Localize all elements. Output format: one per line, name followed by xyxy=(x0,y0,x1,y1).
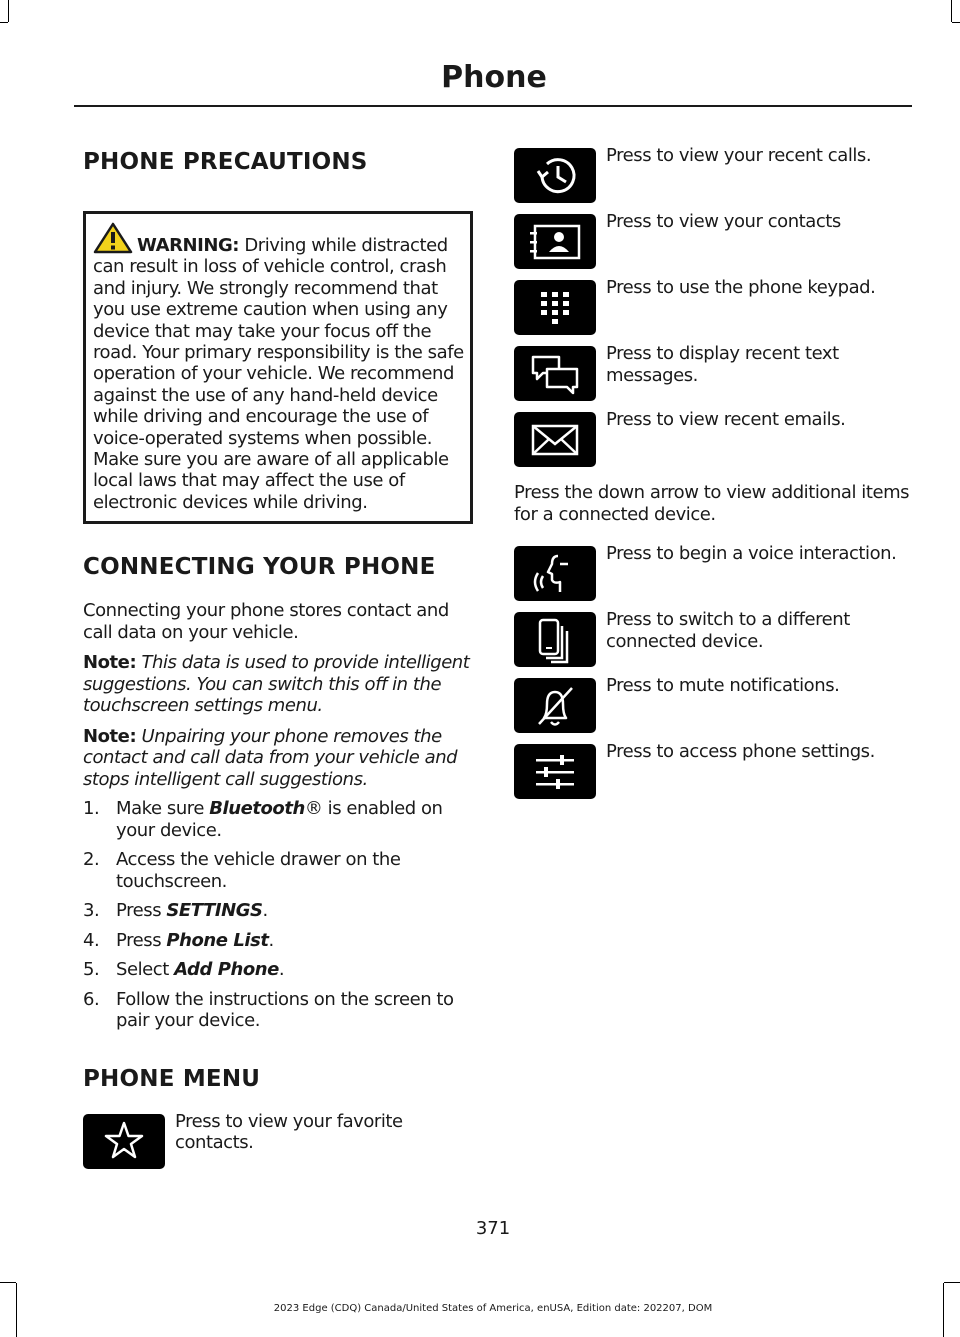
list-item xyxy=(514,675,914,733)
email-text: Press to view recent emails. xyxy=(606,409,846,430)
crop-mark xyxy=(951,0,952,22)
list-item xyxy=(514,343,914,401)
warning-label: WARNING: xyxy=(137,235,240,256)
step-number: 5. xyxy=(83,959,100,981)
recent-calls-icon xyxy=(514,148,596,203)
list-item xyxy=(514,211,914,269)
step-number: 3. xyxy=(83,900,100,922)
crop-mark xyxy=(8,0,9,22)
list-item xyxy=(83,798,473,841)
precautions-heading: PHONE PRECAUTIONS xyxy=(83,149,368,175)
warning-text: Driving while distracted can result in loss of vehicle control, crash and injury. We strongly recommend that you use extreme caution when using any device that may take your focus off the road. Your primary responsibility is the safe operation of your vehicle. We recommend against the use of any hand-held device while driving and encourage the use of voice-operated systems when possible. Make sure you are aware of all applicable local laws that may affect the use of electronic devices while driving. xyxy=(93,235,464,513)
mute-text: Press to mute notifications. xyxy=(606,675,840,696)
switch-device-icon xyxy=(514,612,596,667)
page-number: 371 xyxy=(475,1218,511,1239)
step-number: 4. xyxy=(83,929,100,951)
voice-text: Press to begin a voice interaction. xyxy=(606,543,897,564)
step-number: 1. xyxy=(83,798,100,820)
connecting-intro: Connecting your phone stores contact and call data on your vehicle. xyxy=(83,600,449,643)
favorites-row xyxy=(83,1110,473,1169)
step-text: Make sure Bluetooth® is enabled on your device. xyxy=(116,798,443,841)
email-icon xyxy=(514,412,596,467)
note-text: This data is used to provide intelligent suggestions. You can switch this off in the touchscreen settings menu. xyxy=(83,652,470,717)
favorites-text: Press to view your favorite contacts. xyxy=(175,1110,403,1154)
settings-text: Press to access phone settings. xyxy=(606,741,875,762)
list-item xyxy=(83,930,473,952)
phone-menu-heading: PHONE MENU xyxy=(83,1065,261,1092)
contacts-icon xyxy=(514,214,596,269)
header-divider xyxy=(74,105,912,107)
contacts-text: Press to view your contacts xyxy=(606,211,841,232)
voice-icon xyxy=(514,546,596,601)
note-text: Unpairing your phone removes the contact and call data from your vehicle and stops intelligent call suggestions. xyxy=(83,725,458,790)
note-label: Note: xyxy=(83,652,137,674)
list-item xyxy=(514,409,914,467)
warning-box xyxy=(83,211,473,524)
crop-mark xyxy=(944,1282,960,1283)
warning-triangle-icon xyxy=(93,222,133,254)
step-number: 2. xyxy=(83,849,100,871)
steps-list xyxy=(83,798,473,1032)
step-text: Access the vehicle drawer on the touchscreen. xyxy=(116,849,401,892)
list-item xyxy=(514,741,914,799)
list-item xyxy=(83,900,473,922)
list-item xyxy=(514,543,914,601)
page-title: Phone xyxy=(441,60,547,95)
connecting-heading: CONNECTING YOUR PHONE xyxy=(83,554,436,581)
step-number: 6. xyxy=(83,988,100,1010)
crop-mark xyxy=(952,22,960,23)
down-arrow-text: Press the down arrow to view additional items for a connected device. xyxy=(514,482,910,525)
warning-paragraph xyxy=(93,222,464,513)
list-item xyxy=(83,989,473,1032)
crop-mark xyxy=(0,1282,16,1283)
note-2 xyxy=(83,726,473,791)
crop-mark xyxy=(0,22,8,23)
messages-text: Press to display recent text messages. xyxy=(606,343,839,386)
step-text: Follow the instructions on the screen to pair your device. xyxy=(116,988,454,1032)
note-1 xyxy=(83,652,473,717)
settings-sliders-icon xyxy=(514,744,596,799)
footer-text: 2023 Edge (CDQ) Canada/United States of America, enUSA, Edition date: 202207, DOM xyxy=(273,1303,713,1314)
recent-calls-text: Press to view your recent calls. xyxy=(606,145,872,166)
messages-icon xyxy=(514,346,596,401)
step-text: Select Add Phone. xyxy=(116,959,285,981)
list-item xyxy=(514,609,914,667)
list-item xyxy=(83,959,473,981)
mute-notifications-icon xyxy=(514,678,596,733)
left-column xyxy=(83,145,473,1169)
keypad-icon xyxy=(514,280,596,335)
list-item xyxy=(514,145,914,203)
right-column xyxy=(514,145,914,799)
step-text: Press SETTINGS. xyxy=(116,900,268,922)
list-item xyxy=(83,849,473,892)
step-text: Press Phone List. xyxy=(116,929,274,951)
star-icon xyxy=(83,1114,165,1169)
note-label: Note: xyxy=(83,725,137,747)
list-item xyxy=(514,277,914,335)
keypad-text: Press to use the phone keypad. xyxy=(606,277,876,298)
switch-device-text: Press to switch to a different connected device. xyxy=(606,609,850,652)
